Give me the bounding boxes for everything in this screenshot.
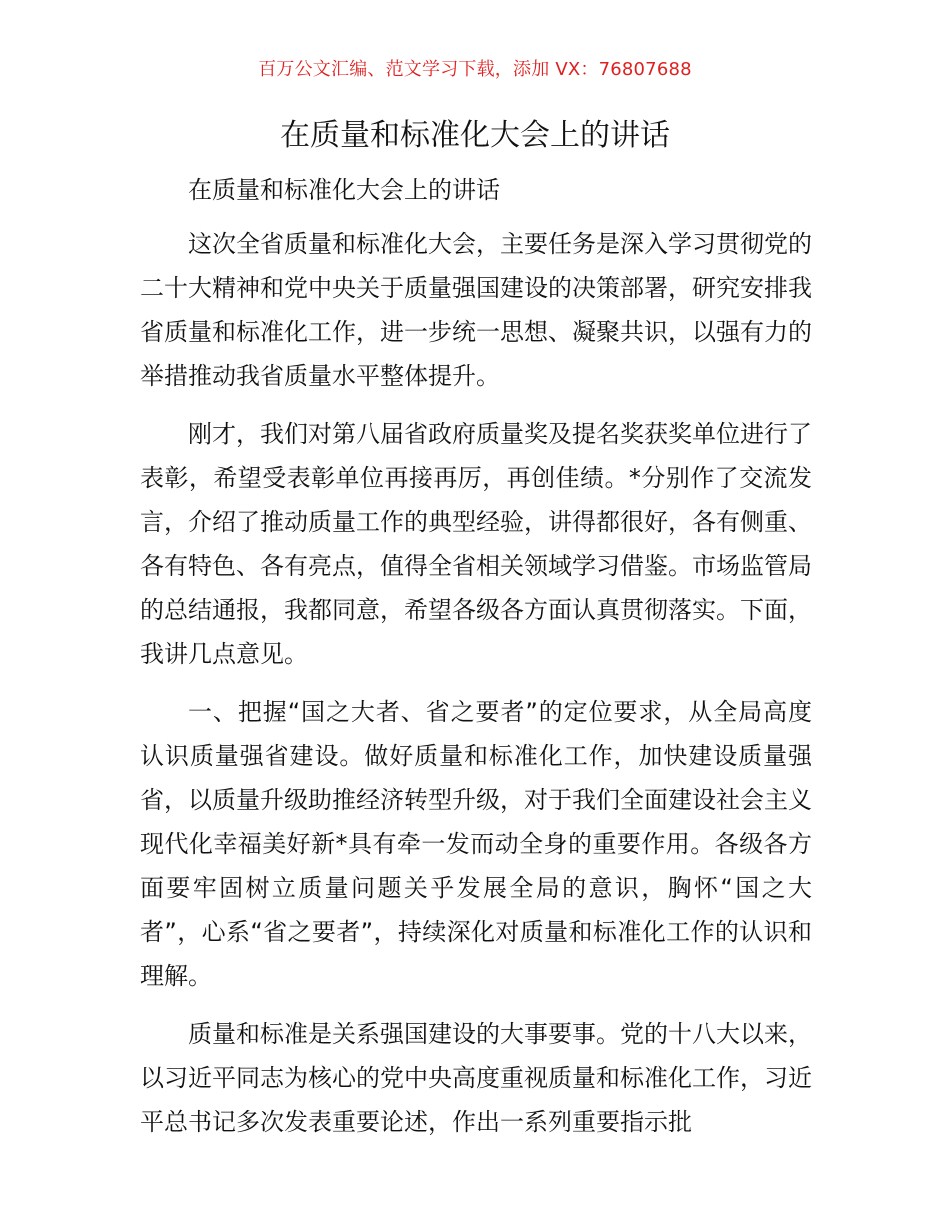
header-notice: 百万公文汇编、范文学习下载，添加 VX：76807688 — [258, 59, 692, 80]
document-title: 在质量和标准化大会上的讲话 — [280, 118, 670, 153]
paragraph: 刚才，我们对第八届省政府质量奖及提名奖获奖单位进行了表彰，希望受表彰单位再接再厉，再创佳绩。*分别作了交流发言，介绍了推动质量工作的典型经验，讲得都很好，各有侧重、各有特色、各有亮点，值得全省相关领域学习借鉴。市场监管局的总结通报，我都同意，希望各级各方面认真贯彻落实。下面，我讲几点意见。 — [140, 420, 812, 668]
document-body — [140, 168, 812, 1158]
paragraph: 这次全省质量和标准化大会，主要任务是深入学习贯彻党的二十大精神和党中央关于质量强国建设的决策部署，研究安排我省质量和标准化工作，进一步统一思想、凝聚共识，以强有力的举措推动我省质量水平整体提升。 — [140, 230, 812, 390]
paragraph: 质量和标准是关系强国建设的大事要事。党的十八大以来，以习近平同志为核心的党中央高度重视质量和标准化工作，习近平总书记多次发表重要论述，作出一系列重要指示批 — [140, 1020, 812, 1136]
document-subtitle: 在质量和标准化大会上的讲话 — [188, 176, 500, 204]
paragraph: 一、把握“国之大者、省之要者”的定位要求，从全局高度认识质量强省建设。做好质量和标准化工作，加快建设质量强省，以质量升级助推经济转型升级，对于我们全面建设社会主义现代化幸福美好新*具有牵一发而动全身的重要作用。各级各方面要牢固树立质量问题关乎发展全局的意识，胸怀“国之大者”，心系“省之要者”，持续深化对质量和标准化工作的认识和理解。 — [140, 698, 812, 990]
